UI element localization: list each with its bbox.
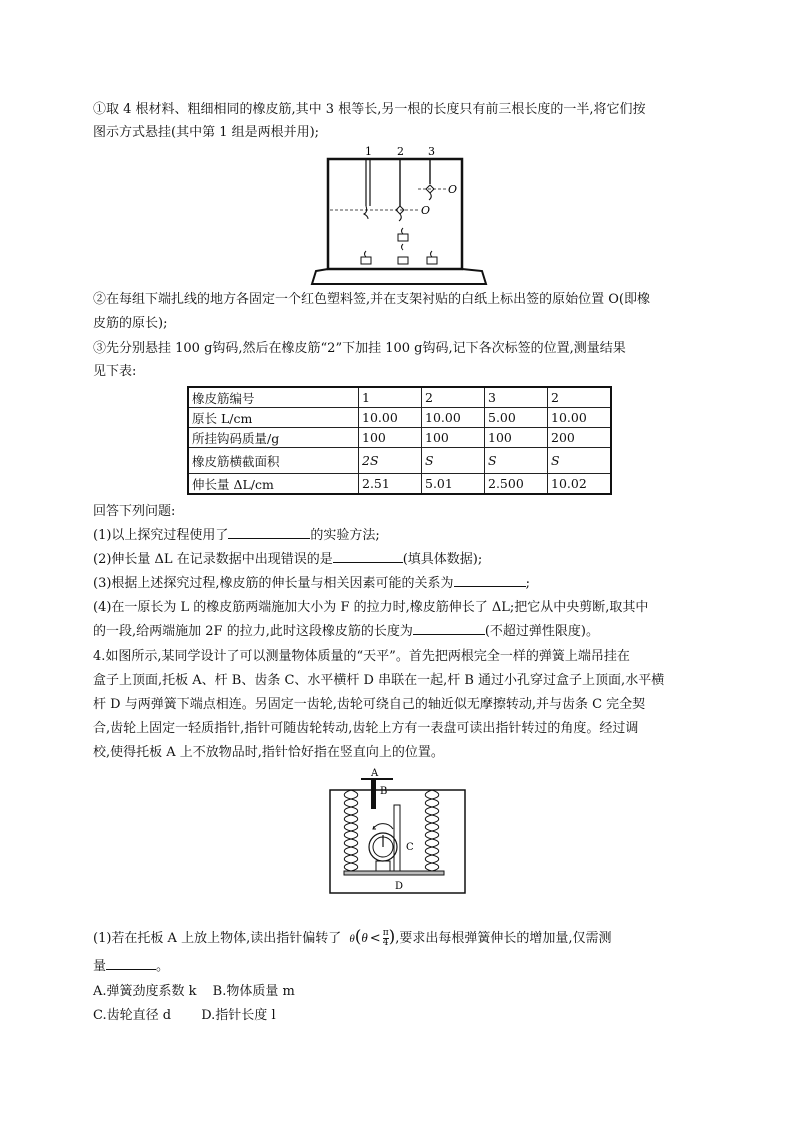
options-row-2 [93, 1004, 703, 1028]
table-row [188, 448, 611, 474]
table-cell: S [485, 448, 548, 474]
option-c[interactable]: C.齿轮直径 d [93, 1008, 172, 1023]
theta-symbol: θ [349, 933, 355, 945]
table-cell: 10.00 [359, 408, 422, 428]
option-d[interactable]: D.指针长度 l [201, 1008, 276, 1023]
question-3-text-b: ; [525, 576, 530, 591]
question-3-text-a: (3)根据上述探究过程,橡皮筋的伸长量与相关因素可能的关系为 [93, 576, 454, 591]
table-row [188, 408, 611, 428]
condition-fraction: $\frac{\pi}{4}$ [382, 928, 389, 948]
measurement-table [187, 386, 612, 495]
band-label-2: 2 [397, 145, 404, 158]
table-header-cell: 橡皮筋横截面积 [188, 448, 359, 474]
table-cell: 100 [359, 428, 422, 448]
condition-theta: θ [361, 930, 368, 945]
question-4-line-1: (4)在一原长为 L 的橡皮筋两端施加大小为 F 的拉力时,橡皮筋伸长了 ΔL;把它从中央剪断,取其中 [93, 600, 649, 615]
table-cell: 2.500 [485, 474, 548, 495]
option-b[interactable]: B.物体质量 m [212, 984, 295, 999]
table-cell: 100 [422, 428, 485, 448]
question-1-text-a: (1)以上探究过程使用了 [93, 528, 229, 543]
sub1-text-c: 量 [93, 959, 107, 974]
label-a: A [371, 768, 379, 779]
label-d: D [395, 881, 404, 892]
step3-line-1: ③先分别悬挂 100 g钩码,然后在橡皮筋“2”下加挂 100 g钩码,记下各次标签的位置,测量结果 [93, 341, 626, 356]
question-4-text-b: (不超过弹性限度)。 [484, 624, 599, 639]
table-cell: 200 [548, 428, 612, 448]
intro-line-1: ①取 4 根材料、粗细相同的橡皮筋,其中 3 根等长,另一根的长度只有前三根长度的一半,将它们按 [93, 102, 646, 117]
answer-blank-5[interactable] [106, 955, 156, 970]
question-4-text-a: 的一段,给两端施加 2F 的拉力,此时这段橡皮筋的长度为 [93, 624, 413, 639]
question-3 [93, 572, 703, 596]
table-cell: 2.51 [359, 474, 422, 495]
step2-line-1: ②在每组下端扎线的地方各固定一个红色塑料签,并在支架衬贴的白纸上标出签的原始位置 O(即橡 [93, 292, 650, 307]
sub1-text-a: (1)若在托板 A 上放上物体,读出指针偏转了 [93, 931, 342, 946]
table-cell: 1 [359, 387, 422, 408]
table-cell: 2 [422, 387, 485, 408]
answer-blank-3[interactable] [454, 572, 526, 587]
table-cell: 100 [485, 428, 548, 448]
table-header-cell: 所挂钩码质量/g [188, 428, 359, 448]
sub1-text-b: ,要求出每根弹簧伸长的增加量,仅需测 [395, 931, 612, 946]
step3-line-2: 见下表: [93, 364, 137, 379]
table-cell: 3 [485, 387, 548, 408]
table-row [188, 474, 611, 495]
problem4-line-4: 合,齿轮上固定一轻质指针,指针可随齿轮转动,齿轮上方有一表盘可读出指针转过的角度。经过调 [93, 721, 639, 736]
step2-line-2: 皮筋的原长); [93, 316, 168, 331]
intro-line-2: 图示方式悬挂(其中第 1 组是两根并用); [93, 125, 320, 140]
table-cell: 10.00 [422, 408, 485, 428]
question-2-text-a: (2)伸长量 ΔL 在记录数据中出现错误的是 [93, 552, 333, 567]
band-label-3: 3 [428, 145, 435, 158]
label-b: B [380, 786, 388, 797]
option-a[interactable]: A.弹簧劲度系数 k [93, 984, 197, 999]
table-cell: 2 [548, 387, 612, 408]
frame-base [312, 269, 486, 284]
problem4-line-3: 杆 D 与两弹簧下端点相连。另固定一齿轮,齿轮可绕自己的轴近似无摩擦转动,并与齿条 C 完全契 [93, 697, 646, 712]
crossbar-d [344, 871, 444, 875]
problem4-line-5: 校,使得托板 A 上不放物品时,指针恰好指在竖直向上的位置。 [93, 745, 444, 760]
dial-arc [373, 824, 393, 829]
question-1 [93, 524, 703, 548]
problem4-line-2: 盒子上顶面,托板 A、杆 B、齿条 C、水平横杆 D 串联在一起,杆 B 通过小孔穿过盒子上顶面,水平横 [93, 673, 665, 688]
question-4-line-2 [93, 620, 703, 644]
sub1-line-1: (1)若在托板 A 上放上物体,读出指针偏转了 θ(θ < $\frac{\pi}{4}$ ),要求出每根弹簧伸长的增加量,仅需测 [93, 927, 612, 948]
table-cell: 2S [359, 448, 422, 474]
answer-blank-2[interactable] [333, 548, 403, 563]
rubber-band-apparatus-figure [308, 144, 490, 286]
problem4-line-1: 4.如图所示,某同学设计了可以测量物体质量的“天平”。首先把两根完全一样的弹簧上端吊挂在 [93, 649, 630, 664]
answer-blank-4[interactable] [413, 620, 485, 635]
table-cell: 5.01 [422, 474, 485, 495]
table-header-cell: 橡皮筋编号 [188, 387, 359, 408]
table-header-cell: 伸长量 ΔL/cm [188, 474, 359, 495]
spring-balance-figure [328, 765, 468, 895]
table-row [188, 428, 611, 448]
table-cell: 10.02 [548, 474, 612, 495]
question-2 [93, 548, 703, 572]
origin-label-upper: O [448, 183, 458, 196]
spring-right [425, 790, 439, 871]
condition-op: < [369, 931, 381, 946]
table-header-cell: 原长 L/cm [188, 408, 359, 428]
frame-outer [328, 159, 462, 269]
table-cell: 10.00 [548, 408, 612, 428]
table-row [188, 387, 611, 408]
questions-intro: 回答下列问题: [93, 504, 176, 519]
origin-label-lower: O [421, 204, 431, 217]
label-c: C [406, 842, 414, 853]
question-2-text-b: (填具体数据); [402, 552, 483, 567]
sub1-line-2 [93, 955, 703, 979]
options-row-1 [93, 980, 703, 1004]
table-cell: S [548, 448, 612, 474]
answer-blank-1[interactable] [228, 524, 310, 539]
sub1-text-d: 。 [156, 959, 170, 974]
table-cell: 5.00 [485, 408, 548, 428]
spring-left [344, 790, 358, 871]
table-cell: S [422, 448, 485, 474]
question-1-text-b: 的实验方法; [310, 528, 380, 543]
band-label-1: 1 [365, 145, 372, 158]
rod-b [371, 779, 376, 809]
